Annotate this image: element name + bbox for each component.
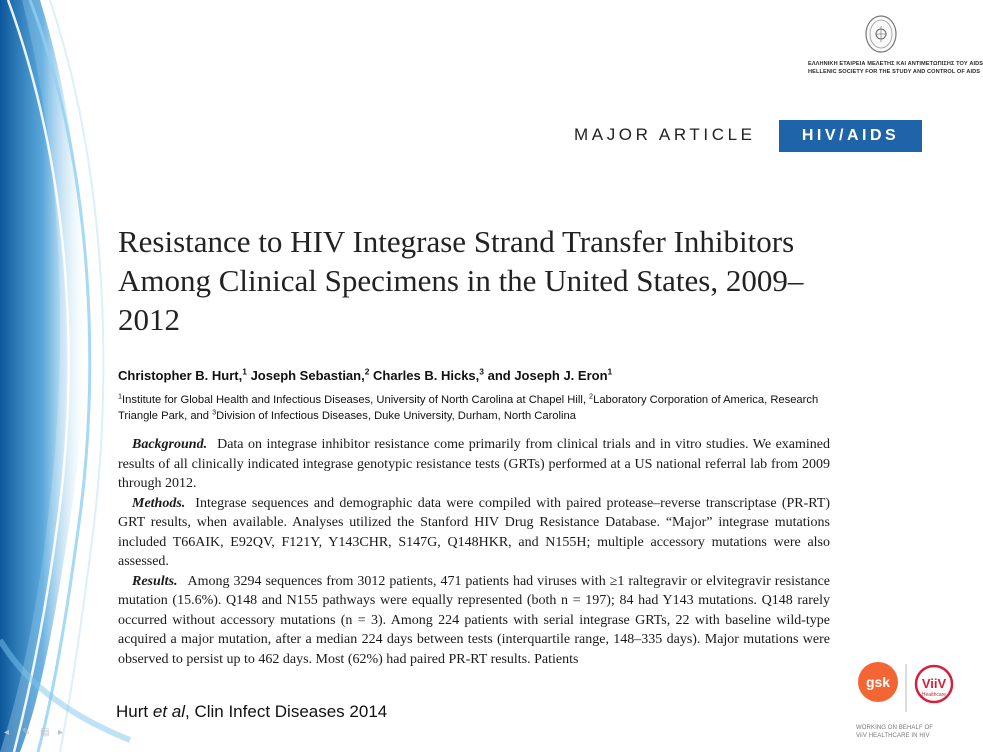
article-type-label: MAJOR ARTICLE xyxy=(574,125,756,144)
society-header xyxy=(808,14,983,76)
citation-author: Hurt xyxy=(116,702,149,721)
author-name: and Joseph J. Eron xyxy=(487,368,608,383)
affiliation-mark: 3 xyxy=(212,407,217,417)
abstract-background xyxy=(118,435,830,494)
affiliation-text: Division of Infectious Diseases, Duke University, Durham, North Carolina xyxy=(216,410,576,422)
abstract xyxy=(118,435,830,669)
society-name-english: HELLENIC SOCIETY FOR THE STUDY AND CONTROL OF AIDS xyxy=(808,69,981,75)
sponsor-note-line: WORKING ON BEHALF OF xyxy=(856,725,934,731)
affiliation-mark: 1 xyxy=(118,391,123,401)
article-title: Resistance to HIV Integrase Strand Transfer Inhibitors Among Clinical Specimens in the United States, 2009–2012 xyxy=(118,224,804,337)
author-affiliation-mark: 3 xyxy=(479,366,484,377)
citation: Hurt et al, Clin Infect Diseases 2014 xyxy=(116,702,388,721)
blue-swoosh-decoration xyxy=(0,0,130,752)
abstract-methods-text: Integrase sequences and demographic data were compiled with paired protease–reverse transcriptase (PR-RT) GRT results, when available. Analyses utilized the Stanford HIV Drug Resistance Database. “Major” integrase mutations included T66AIK, E92QV, F121Y, Y143CHR, S147G, Q148HKR, and N155H; multiple accessory mutations were also assessed. xyxy=(118,495,830,569)
slideshow-controls xyxy=(4,728,68,738)
abstract-background-label: Background. xyxy=(132,437,208,452)
sponsor-note-line: ViiV HEALTHCARE IN HIV xyxy=(856,733,930,739)
abstract-results xyxy=(118,572,830,670)
affiliations xyxy=(118,392,830,424)
abstract-methods xyxy=(118,494,830,572)
citation-etal: et al xyxy=(152,702,185,721)
sponsor-logos xyxy=(856,660,960,752)
topic-badge: HIV/AIDS xyxy=(779,120,922,152)
author-affiliation-mark: 2 xyxy=(364,366,370,377)
society-seal-icon xyxy=(864,14,898,54)
author-affiliation-mark: 1 xyxy=(242,366,247,377)
abstract-background-text: Data on integrase inhibitor resistance come primarily from clinical trials and in vitro studies. We examined results of all clinically indicated integrase genotypic resistance tests (GRTs) performed at a US national referral lab from 2009 through 2012. xyxy=(118,437,830,491)
gsk-logo-text: gsk xyxy=(865,674,891,690)
society-name-greek: ΕΛΛΗΝΙΚΗ ΕΤΑΙΡΕΙΑ ΜΕΛΕΤΗΣ ΚΑΙ ΑΝΤΙΜΕΤΩΠΙΣΗΣ ΤΟΥ AIDS xyxy=(808,61,983,67)
author-name: Charles B. Hicks, xyxy=(373,368,480,383)
menu-icon[interactable]: ▤ xyxy=(40,727,50,738)
prev-arrow-icon[interactable]: ◂ xyxy=(4,727,10,738)
author-list xyxy=(118,368,830,383)
next-arrow-icon[interactable]: ▸ xyxy=(58,727,64,738)
affiliation-text: Laboratory Corporation of America, Research Triangle Park, and xyxy=(118,394,819,422)
gsk-logo xyxy=(856,660,900,704)
pen-icon[interactable]: ✎ xyxy=(22,727,31,738)
viiv-logo-text: ViiV xyxy=(921,676,947,691)
affiliation-mark: 2 xyxy=(589,391,594,401)
abstract-results-text: Among 3294 sequences from 3012 patients, 471 patients had viruses with ≥1 raltegravir or elvitegravir resistance mutation (15.6%). Q148 and N155 pathways were equally represented (both n = 197); 84 had Y143 mutations. Q148 rarely occurred without accessory mutations (n = 3). Among 224 patients with serial integrase GRTs, 22 with baseline wild-type acquired a major mutation, after a median 224 days between tests (interquartile range, 148–335 days). Major mutations were observed to persist up to 462 days. Most (62%) had paired PR-RT results. Patients xyxy=(118,573,830,667)
author-name: Joseph Sebastian, xyxy=(250,368,365,383)
viiv-logo xyxy=(906,662,956,714)
viiv-logo-subtext: Healthcare xyxy=(921,692,947,698)
author-name: Christopher B. Hurt, xyxy=(118,368,243,383)
sponsor-note xyxy=(856,724,960,740)
abstract-methods-label: Methods. xyxy=(132,495,186,511)
affiliation-text: Institute for Global Health and Infectious Diseases, University of North Carolina at Chapel Hill, xyxy=(122,394,586,406)
abstract-results-label: Results. xyxy=(132,573,178,589)
author-affiliation-mark: 1 xyxy=(607,366,613,377)
citation-journal: Clin Infect Diseases 2014 xyxy=(194,702,388,721)
